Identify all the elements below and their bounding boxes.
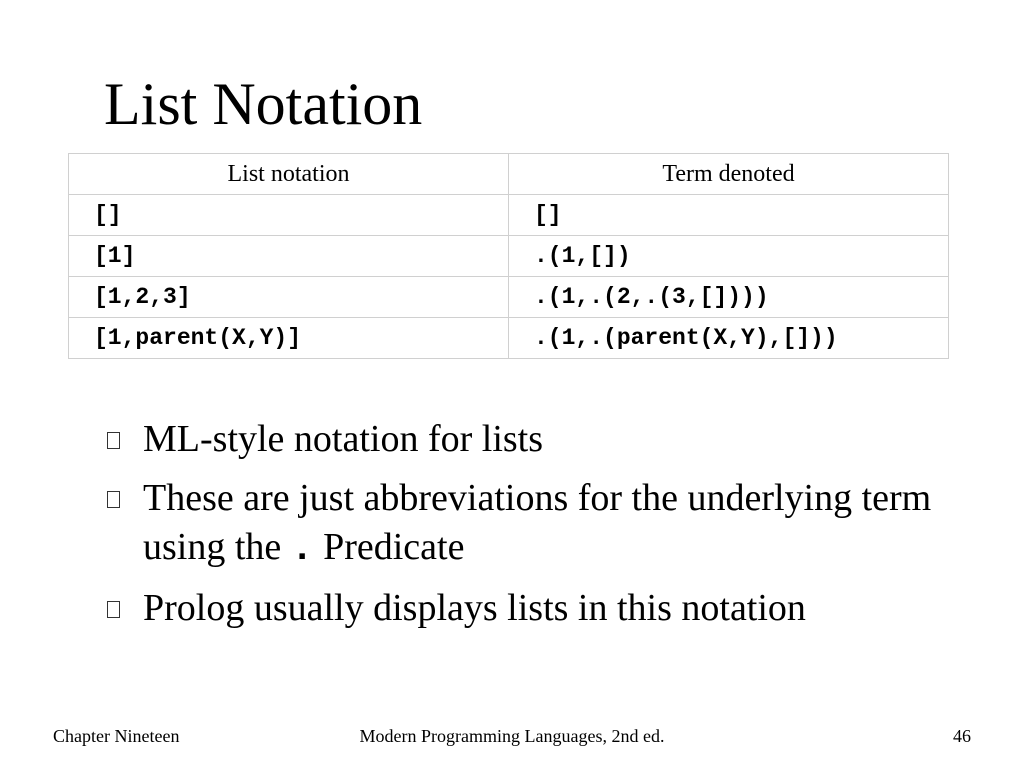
notation-table: [68, 153, 949, 359]
table-header-row: [69, 154, 949, 195]
list-notation-cell: [1]: [69, 236, 509, 277]
table-row: [69, 318, 949, 359]
square-bullet-icon: [107, 432, 120, 449]
term-denoted-cell: .(1,.(2,.(3,[]))): [509, 277, 949, 318]
list-notation-cell: [1,parent(X,Y)]: [69, 318, 509, 359]
bullet-text: Prolog usually displays lists in this notation: [143, 587, 806, 629]
slide-title: List Notation: [104, 71, 423, 137]
term-denoted-cell: []: [509, 195, 949, 236]
footer-book-title: Modern Programming Languages, 2nd ed.: [359, 726, 665, 746]
dot-predicate-code: .: [290, 528, 314, 571]
table-row: [69, 195, 949, 236]
table-row: [69, 277, 949, 318]
term-denoted-cell: .(1,.(parent(X,Y),[])): [509, 318, 949, 359]
bullet-list: [104, 415, 984, 643]
bullet-text: These are just abbreviations for the underlying term using the: [143, 477, 932, 568]
bullet-item: [104, 584, 984, 633]
bullet-text: ML-style notation for lists: [143, 418, 544, 460]
bullet-item: [104, 474, 984, 574]
list-notation-cell: [1,2,3]: [69, 277, 509, 318]
footer-chapter: Chapter Nineteen: [53, 726, 180, 746]
column-header-term-denoted: Term denoted: [509, 154, 949, 195]
footer-page-number: 46: [953, 726, 971, 746]
list-notation-cell: []: [69, 195, 509, 236]
term-denoted-cell: .(1,[]): [509, 236, 949, 277]
square-bullet-icon: [107, 601, 120, 618]
table-row: [69, 236, 949, 277]
column-header-list-notation: List notation: [69, 154, 509, 195]
bullet-item: [104, 415, 984, 464]
bullet-text-continued: Predicate: [313, 526, 465, 568]
square-bullet-icon: [107, 491, 120, 508]
